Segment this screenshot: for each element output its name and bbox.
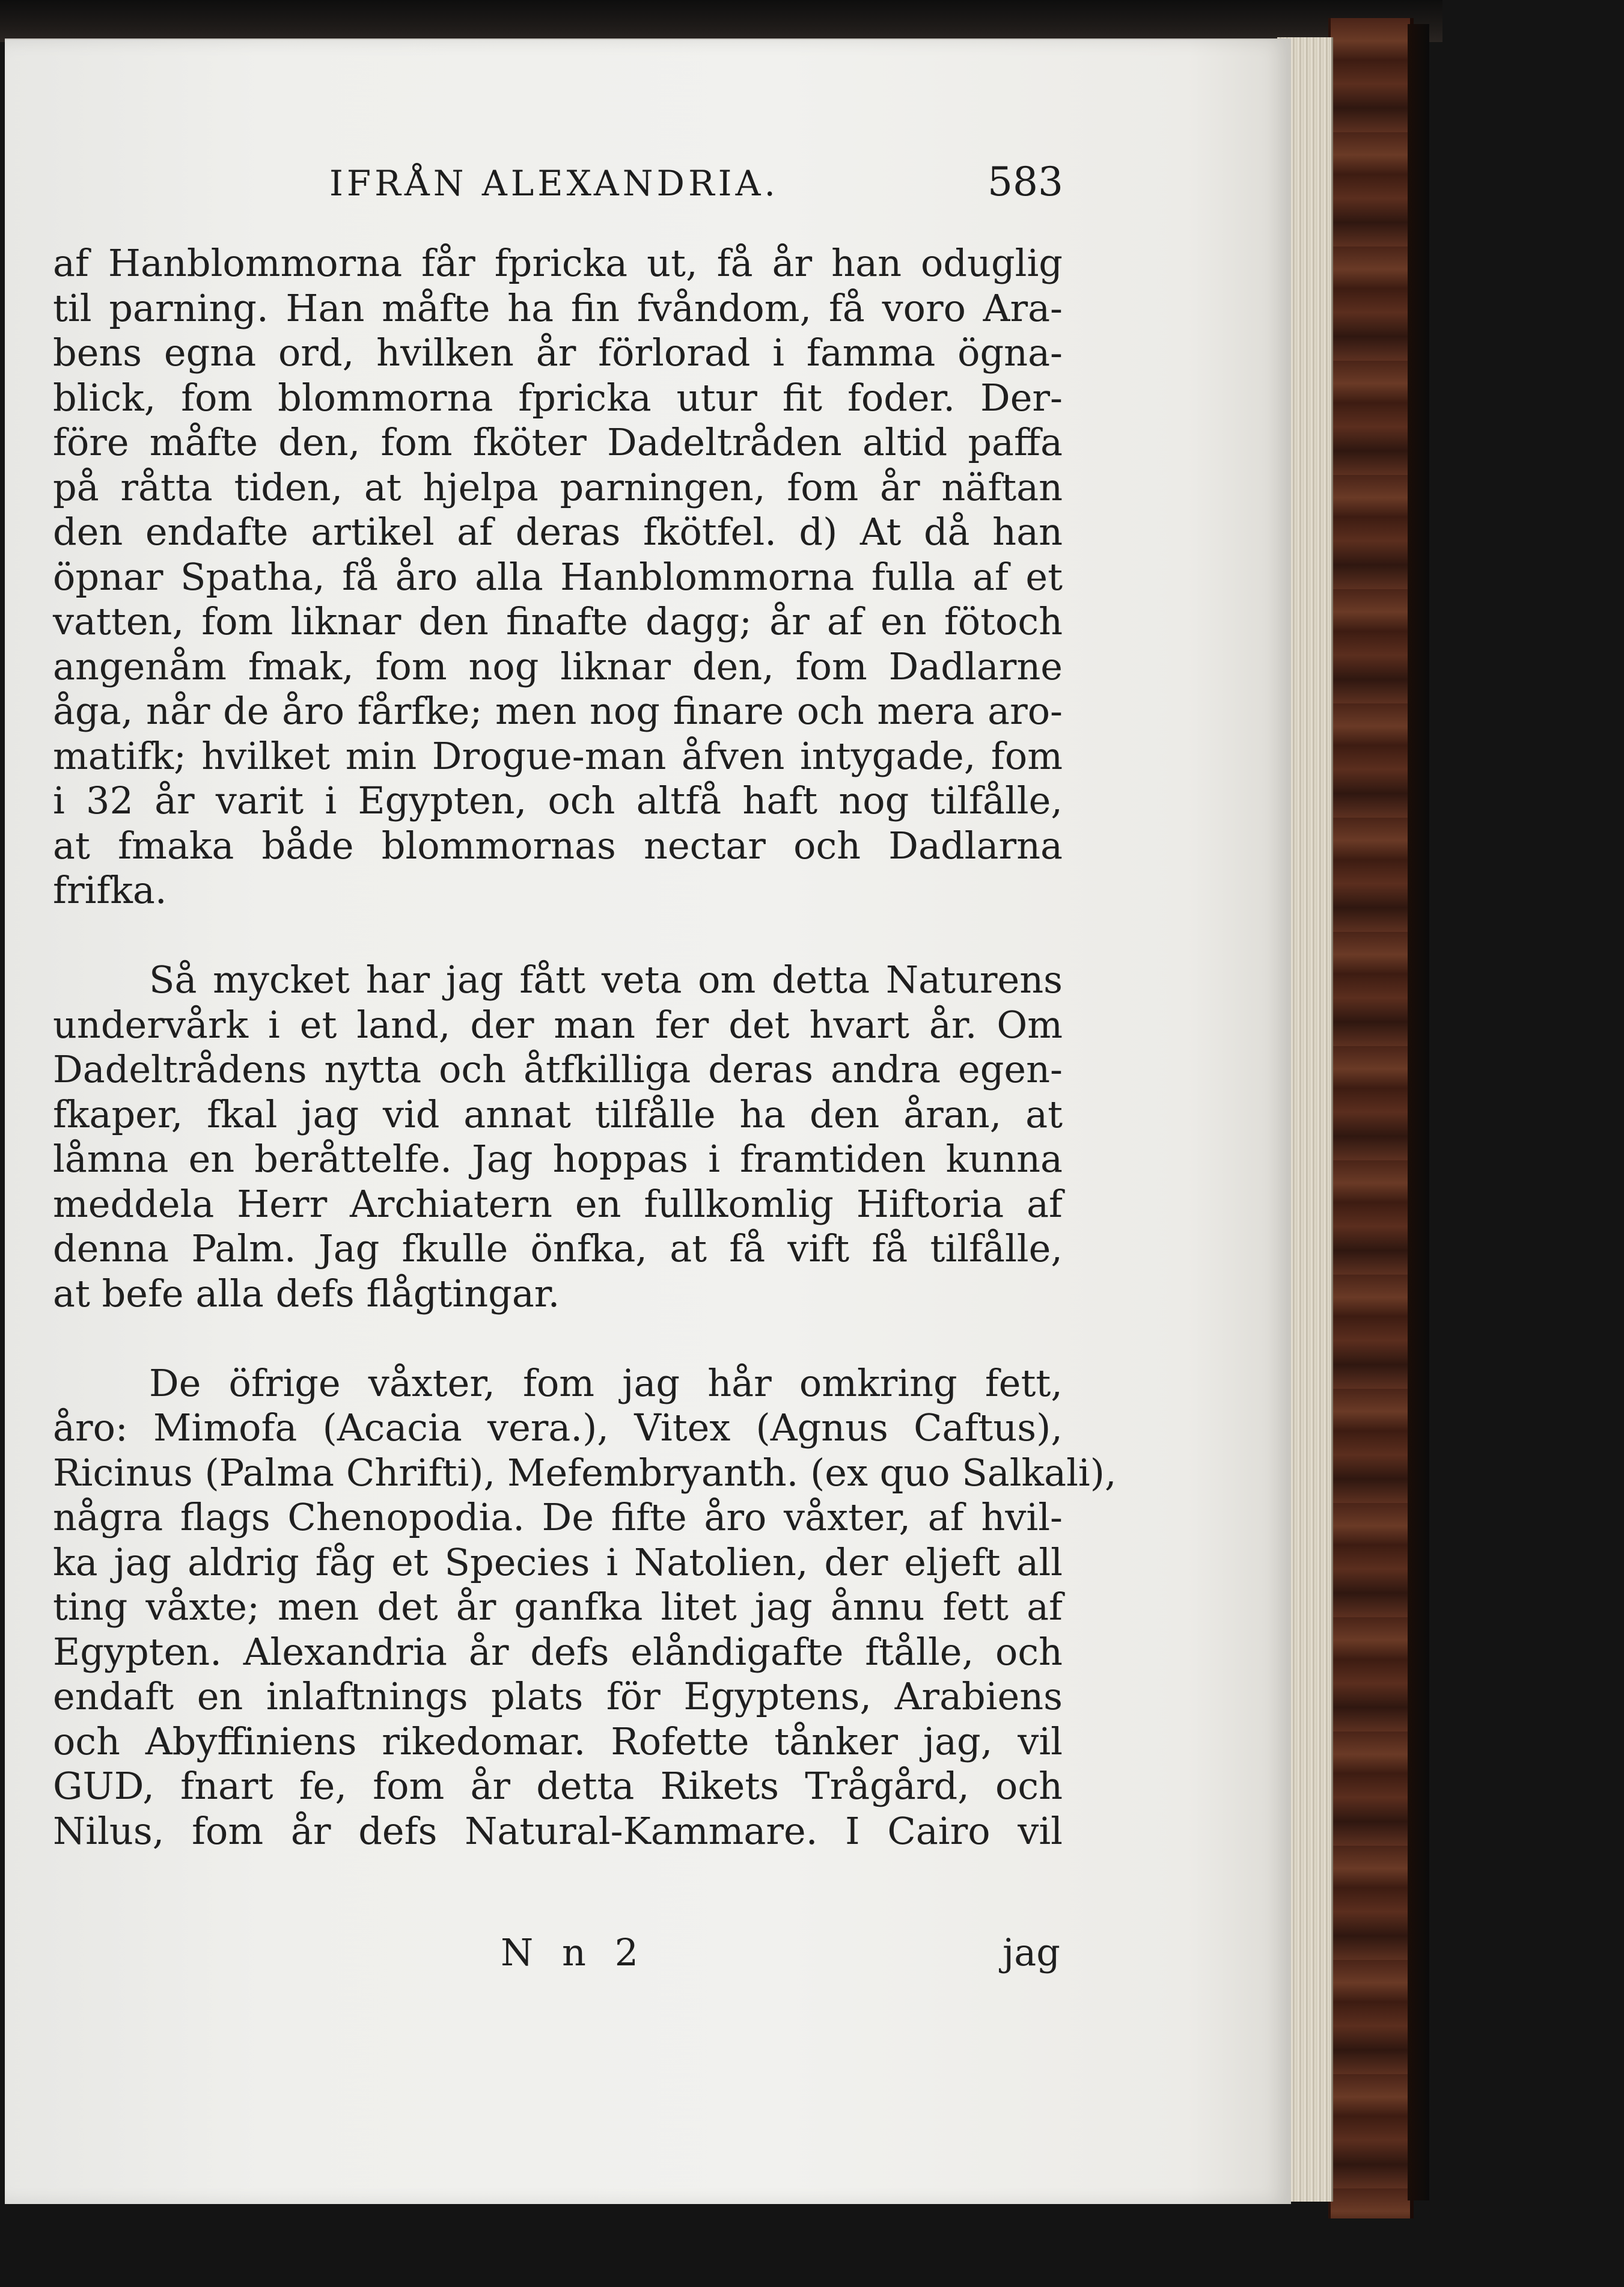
paragraph-gap	[53, 1316, 1063, 1361]
text-line: Så mycket har jag fått veta om detta Naturens	[149, 958, 1063, 1002]
text-line: Nilus, fom år defs Natural-Kammare. I Cairo vil	[53, 1808, 1063, 1853]
text-line: några flags Chenopodia. De fifte åro våxter, af hvil-	[53, 1495, 1063, 1539]
text-line: öpnar Spatha, få åro alla Hanblommorna fulla af et	[53, 554, 1063, 599]
text-line: åga, når de åro fårfke; men nog finare och mera aro-	[53, 689, 1063, 733]
text-line: på råtta tiden, at hjelpa parningen, fom år näftan	[53, 465, 1063, 509]
page-number: 583	[988, 159, 1063, 205]
text-line: och Abyffiniens rikedomar. Rofette tånker jag, vil	[53, 1719, 1063, 1763]
signature-mark: N n 2	[501, 1930, 647, 1974]
paragraph-gap	[53, 913, 1063, 958]
text-line: vatten, fom liknar den finafte dagg; år af en fötoch	[53, 599, 1063, 643]
text-line: endaft en inlaftnings plats för Egyptens, Arabiens	[53, 1674, 1063, 1718]
text-line: frifka.	[53, 868, 167, 912]
text-line: at befe alla defs flågtingar.	[53, 1271, 560, 1315]
text-line: ka jag aldrig fåg et Species i Natolien, der eljeft all	[53, 1540, 1063, 1584]
paragraph-2	[53, 958, 1063, 1316]
spine-shadow	[1408, 24, 1429, 2200]
paragraph-3	[53, 1361, 1117, 1854]
text-line: åro: Mimofa (Acacia vera.), Vitex (Agnus Caftus),	[53, 1406, 1063, 1450]
text-line: GUD, fnart fe, fom år detta Rikets Trågård, och	[53, 1764, 1063, 1808]
text-line: til parning. Han måfte ha fin fvåndom, få voro Ara-	[53, 286, 1063, 330]
text-line: denna Palm. Jag fkulle önfka, at få vift få tilfålle,	[53, 1226, 1063, 1270]
text-line: Dadeltrådens nytta och åtfkilliga deras andra egen-	[53, 1047, 1063, 1091]
text-line: at fmaka både blommornas nectar och Dadlarna	[53, 823, 1063, 868]
text-line: i 32 år varit i Egypten, och altfå haft nog tilfålle,	[53, 779, 1063, 822]
paragraph-1	[53, 241, 1063, 913]
text-line: den endafte artikel af deras fkötfel. d) At då han	[53, 510, 1063, 554]
text-block	[53, 241, 1117, 1854]
text-line: Ricinus (Palma Chrifti), Mefembryanth. (ex quo Salkali),	[53, 1450, 1117, 1495]
text-line: fkaper, fkal jag vid annat tilfålle ha den åran, at	[53, 1092, 1063, 1136]
text-line: De öfrige våxter, fom jag hår omkring fett,	[149, 1361, 1063, 1405]
text-line: före måfte den, fom fköter Dadeltråden altid paffa	[53, 420, 1063, 464]
text-line: meddela Herr Archiatern en fullkomlig Hiftoria af	[53, 1181, 1063, 1226]
running-head: IFRÅN ALEXANDRIA.	[329, 163, 779, 204]
catchword: jag	[1003, 1930, 1060, 1974]
text-line: låmna en beråttelfe. Jag hoppas i framtiden kunna	[53, 1137, 1063, 1181]
text-line: af Hanblommorna får fpricka ut, få år han oduglig	[53, 241, 1063, 285]
text-line: ting våxte; men det år ganfka litet jag ånnu fett af	[53, 1585, 1063, 1629]
text-line: angenåm fmak, fom nog liknar den, fom Dadlarne	[53, 644, 1063, 688]
book-spine	[1328, 18, 1414, 2218]
text-line: undervårk i et land, der man fer det hvart år. Om	[53, 1002, 1063, 1047]
text-line: blick, fom blommorna fpricka utur fit foder. Der-	[53, 375, 1063, 420]
text-line: bens egna ord, hvilken år förlorad i famma ögna-	[53, 331, 1063, 375]
text-line: matifk; hvilket min Drogue-man åfven intygade, fom	[53, 733, 1063, 778]
book-page	[5, 38, 1291, 2204]
book-cover-top-edge	[0, 0, 1442, 42]
text-line: Egypten. Alexandria år defs elåndigafte ftålle, och	[53, 1629, 1063, 1674]
